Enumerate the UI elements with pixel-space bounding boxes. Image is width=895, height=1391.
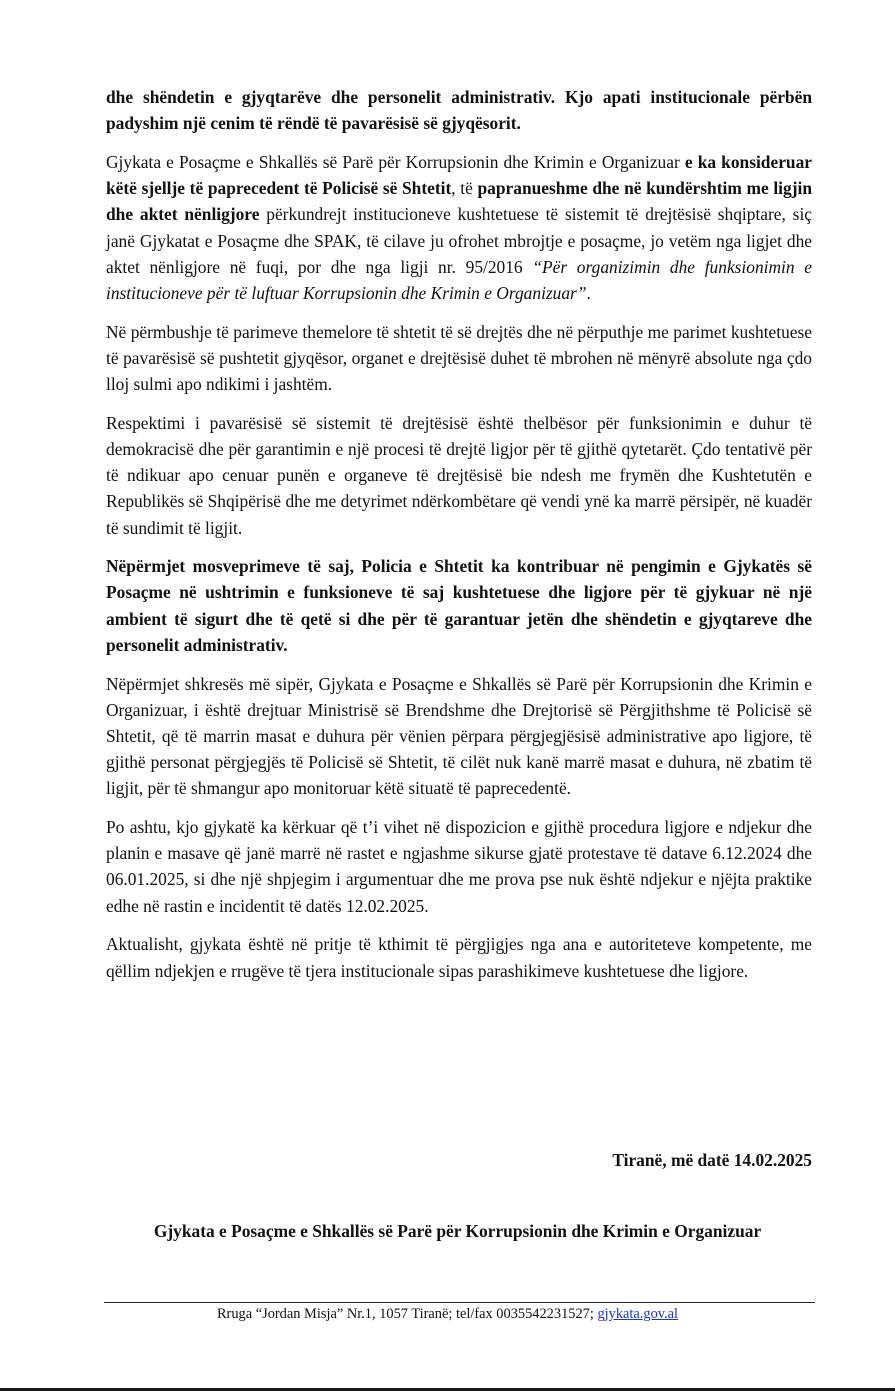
footer-divider	[104, 1302, 815, 1303]
paragraph-7: Po ashtu, kjo gjykatë ka kërkuar që t’i vihet në dispozicion e gjithë procedura ligjore e ndjekur dhe planin e masave që janë marrë në rastet e ngjashme sikurse gjatë protestave të datave 6.12.2024 dhe 06.01.2025, si dhe një shpjegim i argumentuar dhe me prova pse nuk është ndjekur e njëjta praktike edhe në rastin e incidentit të datës 12.02.2025.	[106, 817, 812, 916]
paragraph-2-part-7: .	[586, 282, 591, 303]
signatory-court: Gjykata e Posaçme e Shkallës së Parë për Korrupsionin dhe Krimin e Organizuar	[153, 1221, 762, 1241]
paragraph-2-bold-1: e ka konsideruar këtë sjellje të paprecedent të Policisë së Shtetit	[106, 151, 812, 199]
paragraph-2-part-1: Gjykata e Posaçme e Shkallës së Parë për Korrupsionin dhe Krimin e Organizuar	[106, 151, 685, 172]
website-link[interactable]: gjykata.gov.al	[597, 1306, 679, 1322]
paragraph-6: Nëpërmjet shkresës më sipër, Gjykata e Posaçme e Shkallës së Parë për Korrupsionin dhe Krimin e Organizuar, i është drejtuar Ministrisë së Brendshme dhe Drejtorisë së Përgjithshme të Policisë së Shtetit, që të marrin masat e duhura për vënien përpara përgjegjësisë administrative apo ligjore, të gjithë personat përgjegjës të Policisë së Shtetit, të cilët nuk kanë marrë masat e duhura, në zbatim të ligjit, për të shmangur apo monitoruar këtë situatë të paprecedentë.	[106, 673, 812, 799]
footer-address: Rruga “Jordan Misja” Nr.1, 1057 Tiranë; tel/fax 0035542231527;	[216, 1306, 598, 1322]
paragraph-2-bold-2: papranueshme dhe në kundërshtim me ligjin dhe aktet nënligjore	[106, 178, 812, 225]
paragraph-1-bold: dhe shëndetin e gjyqtarëve dhe personelit administrativ. Kjo apati institucionale përbën padyshim një cenim të rëndë të pavarësisë së gjyqësorit.	[106, 87, 812, 134]
paragraph-2-part-5: përkundrejt institucioneve kushtetuese të sistemit të drejtësisë shqiptare, siç janë Gjykatat e Posaçme dhe SPAK, të cilave ju ofrohet mbrojtje e posaçme, jo vetëm nga ligjet dhe aktet nënligjore në fuqi, por dhe nga ligji nr. 95/2016	[106, 204, 812, 277]
paragraph-1	[106, 84, 812, 136]
paragraph-2	[106, 149, 812, 306]
paragraph-3: Në përmbushje të parimeve themelore të shtetit të së drejtës dhe në përputhje me parimet kushtetuese të pavarësisë së pushtetit gjyqësor, organet e drejtësisë duhet të mbrohen në mënyrë absolute nga çdo lloj sulmi apo ndikimi i jashtëm.	[106, 321, 812, 395]
paragraph-8: Aktualisht, gjykata është në pritje të kthimit të përgjigjes nga ana e autoriteteve kompetente, me qëllim ndjekjen e rrugëve të tjera institucionale sipas parashikimeve kushtetuese dhe ligjore.	[106, 934, 812, 981]
law-title-italic: “Për organizimin dhe funksionimin e institucioneve për të luftuar Korrupsionin dhe Krimin e Organizuar”	[106, 256, 812, 303]
footer	[0, 1306, 895, 1323]
paragraph-5	[106, 553, 812, 658]
place-date: Tiranë, më datë 14.02.2025	[612, 1150, 812, 1170]
paragraph-5-bold: Nëpërmjet mosveprimeve të saj, Policia e Shtetit ka kontribuar në pengimin e Gjykatës së Posaçme në ushtrimin e funksioneve të saj kushtetuese dhe ligjore për të gjykuar në një ambient të sigurt dhe të qetë si dhe për të garantuar jetën dhe shëndetin e gjyqtareve dhe personelit administrativ.	[106, 556, 812, 655]
paragraph-4: Respektimi i pavarësisë së sistemit të drejtësisë është thelbësor për funksionimin e duhur të demokracisë dhe për garantimin e një procesi të drejtë ligjor për të gjithë qytetarët. Çdo tentativë për të ndikuar apo cenuar punën e organeve të drejtësisë bie ndesh me frymën dhe Kushtetutën e Republikës së Shqipërisë dhe me detyrimet ndërkombëtare që vendi ynë ka marrë përsipër, në kuadër të sundimit të ligjit.	[106, 412, 812, 538]
paragraph-2-part-3: , të	[451, 178, 478, 199]
document-body	[106, 84, 812, 996]
